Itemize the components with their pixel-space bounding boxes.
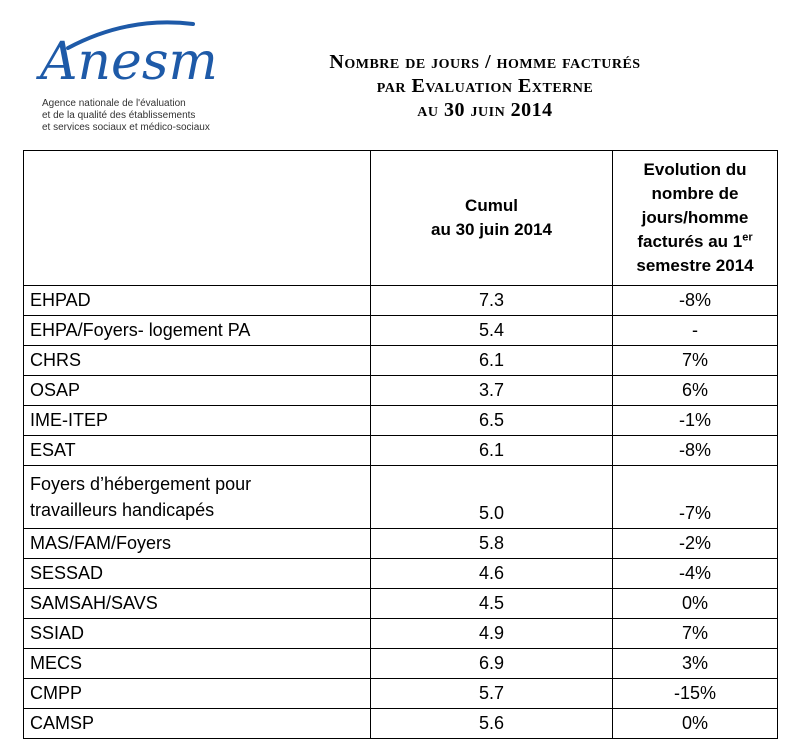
row-label: OSAP bbox=[24, 376, 371, 406]
row-evolution: -1% bbox=[613, 406, 778, 436]
row-cumul: 5.4 bbox=[371, 316, 613, 346]
row-evolution: - bbox=[613, 316, 778, 346]
row-evolution: 0% bbox=[613, 709, 778, 739]
header-cumul-line: au 30 juin 2014 bbox=[431, 220, 552, 239]
row-evolution: 0% bbox=[613, 589, 778, 619]
table-row bbox=[24, 466, 778, 529]
title-line: au 30 juin 2014 bbox=[417, 99, 553, 121]
table-row bbox=[24, 649, 778, 679]
table-row bbox=[24, 619, 778, 649]
row-label: SSIAD bbox=[24, 619, 371, 649]
row-label-line: travailleurs handicapés bbox=[30, 500, 215, 520]
row-label: EHPA/Foyers- logement PA bbox=[24, 316, 371, 346]
row-label: MECS bbox=[24, 649, 371, 679]
row-label: CAMSP bbox=[24, 709, 371, 739]
table-row bbox=[24, 679, 778, 709]
table-row bbox=[24, 286, 778, 316]
row-label: CHRS bbox=[24, 346, 371, 376]
row-cumul: 4.6 bbox=[371, 559, 613, 589]
row-label: SESSAD bbox=[24, 559, 371, 589]
row-evolution: 7% bbox=[613, 619, 778, 649]
title-line: par Evaluation Externe bbox=[376, 75, 594, 97]
row-evolution: -2% bbox=[613, 529, 778, 559]
header-cumul bbox=[371, 151, 613, 286]
row-label: IME-ITEP bbox=[24, 406, 371, 436]
row-cumul: 5.6 bbox=[371, 709, 613, 739]
row-cumul: 3.7 bbox=[371, 376, 613, 406]
table-row bbox=[24, 406, 778, 436]
data-table bbox=[23, 150, 778, 739]
header-evolution-line: Evolution du bbox=[643, 160, 747, 179]
table-row bbox=[24, 709, 778, 739]
row-label bbox=[24, 466, 371, 529]
title-line: Nombre de jours / homme facturés bbox=[329, 51, 641, 73]
row-cumul: 4.5 bbox=[371, 589, 613, 619]
row-evolution: -15% bbox=[613, 679, 778, 709]
row-evolution: 7% bbox=[613, 346, 778, 376]
row-cumul: 6.1 bbox=[371, 346, 613, 376]
logo-subtitle-line: et de la qualité des établissements bbox=[42, 110, 196, 121]
row-evolution: -4% bbox=[613, 559, 778, 589]
header-evolution-text: facturés au 1 bbox=[637, 232, 743, 251]
row-cumul: 6.1 bbox=[371, 436, 613, 466]
row-cumul: 5.7 bbox=[371, 679, 613, 709]
header-cumul-line: Cumul bbox=[465, 196, 518, 215]
logo-subtitle-line: Agence nationale de l'évaluation bbox=[42, 98, 186, 109]
header-blank-cell bbox=[24, 151, 371, 286]
header-evolution-line: nombre de bbox=[651, 184, 739, 203]
header-evolution bbox=[613, 151, 778, 286]
row-cumul: 4.9 bbox=[371, 619, 613, 649]
table-row bbox=[24, 316, 778, 346]
page-title bbox=[230, 50, 740, 122]
row-cumul: 5.8 bbox=[371, 529, 613, 559]
row-cumul: 6.5 bbox=[371, 406, 613, 436]
table-row bbox=[24, 529, 778, 559]
row-label: MAS/FAM/Foyers bbox=[24, 529, 371, 559]
logo-subtitle bbox=[42, 98, 232, 134]
row-label: CMPP bbox=[24, 679, 371, 709]
row-evolution: 6% bbox=[613, 376, 778, 406]
row-evolution: -7% bbox=[613, 466, 778, 529]
row-cumul: 6.9 bbox=[371, 649, 613, 679]
header-evolution-line: jours/homme bbox=[641, 208, 749, 227]
anesm-logo bbox=[38, 18, 228, 138]
row-evolution: -8% bbox=[613, 286, 778, 316]
row-evolution: -8% bbox=[613, 436, 778, 466]
row-cumul: 5.0 bbox=[371, 466, 613, 529]
logo-wordmark: Anesm bbox=[40, 32, 218, 92]
row-cumul: 7.3 bbox=[371, 286, 613, 316]
row-label: ESAT bbox=[24, 436, 371, 466]
row-label: EHPAD bbox=[24, 286, 371, 316]
row-label: SAMSAH/SAVS bbox=[24, 589, 371, 619]
header-evolution-line: semestre 2014 bbox=[636, 256, 754, 275]
table-row bbox=[24, 376, 778, 406]
header-evolution-line bbox=[613, 230, 777, 254]
table-header-row bbox=[24, 151, 778, 286]
table-row bbox=[24, 589, 778, 619]
row-label-line: Foyers d’hébergement pour bbox=[30, 474, 252, 494]
table-row bbox=[24, 559, 778, 589]
table-row bbox=[24, 346, 778, 376]
logo-subtitle-line: et services sociaux et médico-sociaux bbox=[42, 122, 210, 133]
row-evolution: 3% bbox=[613, 649, 778, 679]
header-evolution-superscript: er bbox=[742, 231, 753, 244]
table-row bbox=[24, 436, 778, 466]
